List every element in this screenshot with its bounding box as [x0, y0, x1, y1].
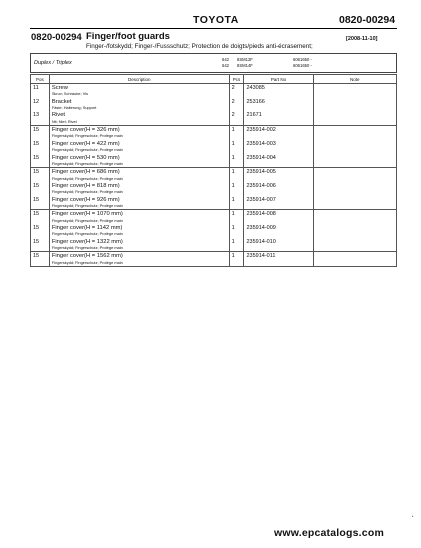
col-header-description: Description — [49, 75, 229, 84]
cell-pcs: 1 — [229, 252, 244, 267]
table-row — [31, 182, 397, 196]
table-row — [31, 126, 397, 140]
cell-note — [313, 111, 396, 125]
part-description: Finger cover(H = 1142 mm) — [51, 225, 123, 232]
cell-note — [313, 224, 396, 238]
cell-pcs: 2 — [229, 84, 244, 98]
cell-description — [49, 98, 229, 112]
cell-pcs: 1 — [229, 140, 244, 154]
model-label: Duplex / Triplex — [34, 60, 72, 66]
col-header-pos: Pos — [31, 75, 50, 84]
part-translations: Fingerskydd; Fingerschutz; Protège main — [51, 160, 123, 166]
part-translations: Fingerskydd; Fingerschutz; Protège main — [51, 245, 123, 251]
model-code: 642 — [222, 57, 229, 62]
cell-pcs: 1 — [229, 224, 244, 238]
section-number: 0820-00294 — [31, 32, 82, 43]
section-subtitle: Finger-/fotskydd; Finger-/Fussschutz; Protection de doigts/pieds anti-écrasement; — [86, 43, 313, 50]
model-name: 8SM12F — [237, 57, 253, 62]
cell-part-no: 235914-005 — [244, 168, 313, 182]
part-translations: Fingerskydd; Fingerschutz; Protège main — [51, 231, 123, 237]
cell-note — [313, 140, 396, 154]
cell-part-no: 235914-009 — [244, 224, 313, 238]
part-translations: Fingerskydd; Fingerschutz; Protège main — [51, 175, 123, 181]
col-header-pcs: Pcs — [229, 75, 244, 84]
cell-part-no: 253166 — [244, 98, 313, 112]
part-description: Finger cover(H = 1322 mm) — [51, 238, 123, 245]
cell-note — [313, 84, 396, 98]
model-serial: 6061650 - — [293, 63, 312, 68]
cell-description — [49, 252, 229, 267]
parts-table — [30, 74, 397, 267]
table-row — [31, 238, 397, 252]
part-description: Bracket — [51, 98, 72, 105]
cell-description — [49, 210, 229, 224]
cell-pos: 15 — [31, 252, 50, 267]
cell-note — [313, 168, 396, 182]
cell-part-no: 235914-010 — [244, 238, 313, 252]
brand-name: TOYOTA — [193, 14, 239, 26]
part-description: Screw — [51, 85, 68, 91]
cell-part-no: 235914-003 — [244, 140, 313, 154]
table-row — [31, 168, 397, 182]
part-description: Finger cover(H = 1562 mm) — [51, 253, 123, 260]
cell-part-no: 243085 — [244, 84, 313, 98]
cell-part-no: 235914-002 — [244, 126, 313, 140]
cell-part-no: 235914-011 — [244, 252, 313, 267]
cell-pos: 15 — [31, 140, 50, 154]
col-header-note: Note — [313, 75, 396, 84]
cell-part-no: 235914-007 — [244, 196, 313, 210]
cell-pcs: 1 — [229, 182, 244, 196]
cell-pos: 15 — [31, 182, 50, 196]
cell-pos: 15 — [31, 126, 50, 140]
cell-pcs: 2 — [229, 111, 244, 125]
cell-note — [313, 252, 396, 267]
table-row — [31, 111, 397, 125]
cell-pcs: 1 — [229, 126, 244, 140]
cell-note — [313, 182, 396, 196]
part-translations: Fingerskydd; Fingerschutz; Protège main — [51, 189, 123, 195]
table-row — [31, 84, 397, 98]
cell-pcs: 1 — [229, 238, 244, 252]
cell-description — [49, 196, 229, 210]
part-translations: Fingerskydd; Fingerschutz; Protège main — [51, 202, 123, 208]
model-serial: 6061650 - — [293, 57, 312, 62]
cell-note — [313, 196, 396, 210]
part-description: Finger cover(H = 1070 mm) — [51, 211, 123, 218]
cell-pos: 15 — [31, 154, 50, 168]
cell-note — [313, 238, 396, 252]
col-header-part-no: Part No — [244, 75, 313, 84]
cell-description — [49, 182, 229, 196]
cell-note — [313, 210, 396, 224]
cell-description — [49, 111, 229, 125]
cell-note — [313, 98, 396, 112]
cell-note — [313, 154, 396, 168]
table-header-row — [31, 75, 397, 84]
cell-pos: 15 — [31, 196, 50, 210]
part-description: Finger cover(H = 530 mm) — [51, 154, 120, 161]
model-name: 8SM14F — [237, 63, 253, 68]
cell-pos: 15 — [31, 238, 50, 252]
table-row — [31, 196, 397, 210]
part-description: Finger cover(H = 818 mm) — [51, 182, 120, 189]
cell-description — [49, 224, 229, 238]
table-row — [31, 252, 397, 267]
cell-pcs: 1 — [229, 154, 244, 168]
part-description: Rivet — [51, 112, 66, 119]
cell-pcs: 1 — [229, 196, 244, 210]
part-translations: Fingerskydd; Fingerschutz; Protège main — [51, 133, 123, 139]
part-description: Finger cover(H = 686 mm) — [51, 169, 120, 176]
table-row — [31, 224, 397, 238]
cell-description — [49, 84, 229, 98]
table-row — [31, 98, 397, 112]
cell-pcs: 1 — [229, 210, 244, 224]
part-description: Finger cover(H = 326 mm) — [51, 127, 120, 134]
cell-part-no: 235914-004 — [244, 154, 313, 168]
cell-part-no: 21671 — [244, 111, 313, 125]
cell-description — [49, 238, 229, 252]
cell-pos: 15 — [31, 224, 50, 238]
part-translations: Fingerskydd; Fingerschutz; Protège main — [51, 147, 123, 153]
model-code: 642 — [222, 63, 229, 68]
header-rule — [30, 28, 397, 29]
cell-description — [49, 154, 229, 168]
cell-pcs: 2 — [229, 98, 244, 112]
cell-description — [49, 126, 229, 140]
table-row — [31, 154, 397, 168]
part-translations: Fingerskydd; Fingerschutz; Protège main — [51, 259, 123, 265]
cell-pos: 15 — [31, 168, 50, 182]
section-title: Finger/foot guards — [86, 31, 170, 42]
cell-description — [49, 168, 229, 182]
cell-pos: 12 — [31, 98, 50, 112]
model-box — [30, 53, 397, 73]
cell-note — [313, 126, 396, 140]
cell-pcs: 1 — [229, 168, 244, 182]
part-translations: Skruv; Schraube; Vis — [51, 91, 89, 97]
part-translations: Fäste; Halterung; Support — [51, 105, 97, 110]
cell-pos: 15 — [31, 210, 50, 224]
footer-website: www.epcatalogs.com — [274, 527, 384, 539]
part-translations: Nit; Niet; Rivet — [51, 118, 77, 124]
document-number: 0820-00294 — [339, 14, 396, 26]
cell-pos: 11 — [31, 84, 50, 98]
cell-part-no: 235914-006 — [244, 182, 313, 196]
page-edge-mark: ‧ — [411, 512, 415, 523]
table-row — [31, 210, 397, 224]
table-row — [31, 140, 397, 154]
part-description: Finger cover(H = 422 mm) — [51, 140, 120, 147]
cell-pos: 13 — [31, 111, 50, 125]
part-translations: Fingerskydd; Fingerschutz; Protège main — [51, 217, 123, 223]
cell-part-no: 235914-008 — [244, 210, 313, 224]
cell-description — [49, 140, 229, 154]
part-description: Finger cover(H = 926 mm) — [51, 196, 120, 203]
section-date: [2008-11-10] — [346, 36, 378, 42]
